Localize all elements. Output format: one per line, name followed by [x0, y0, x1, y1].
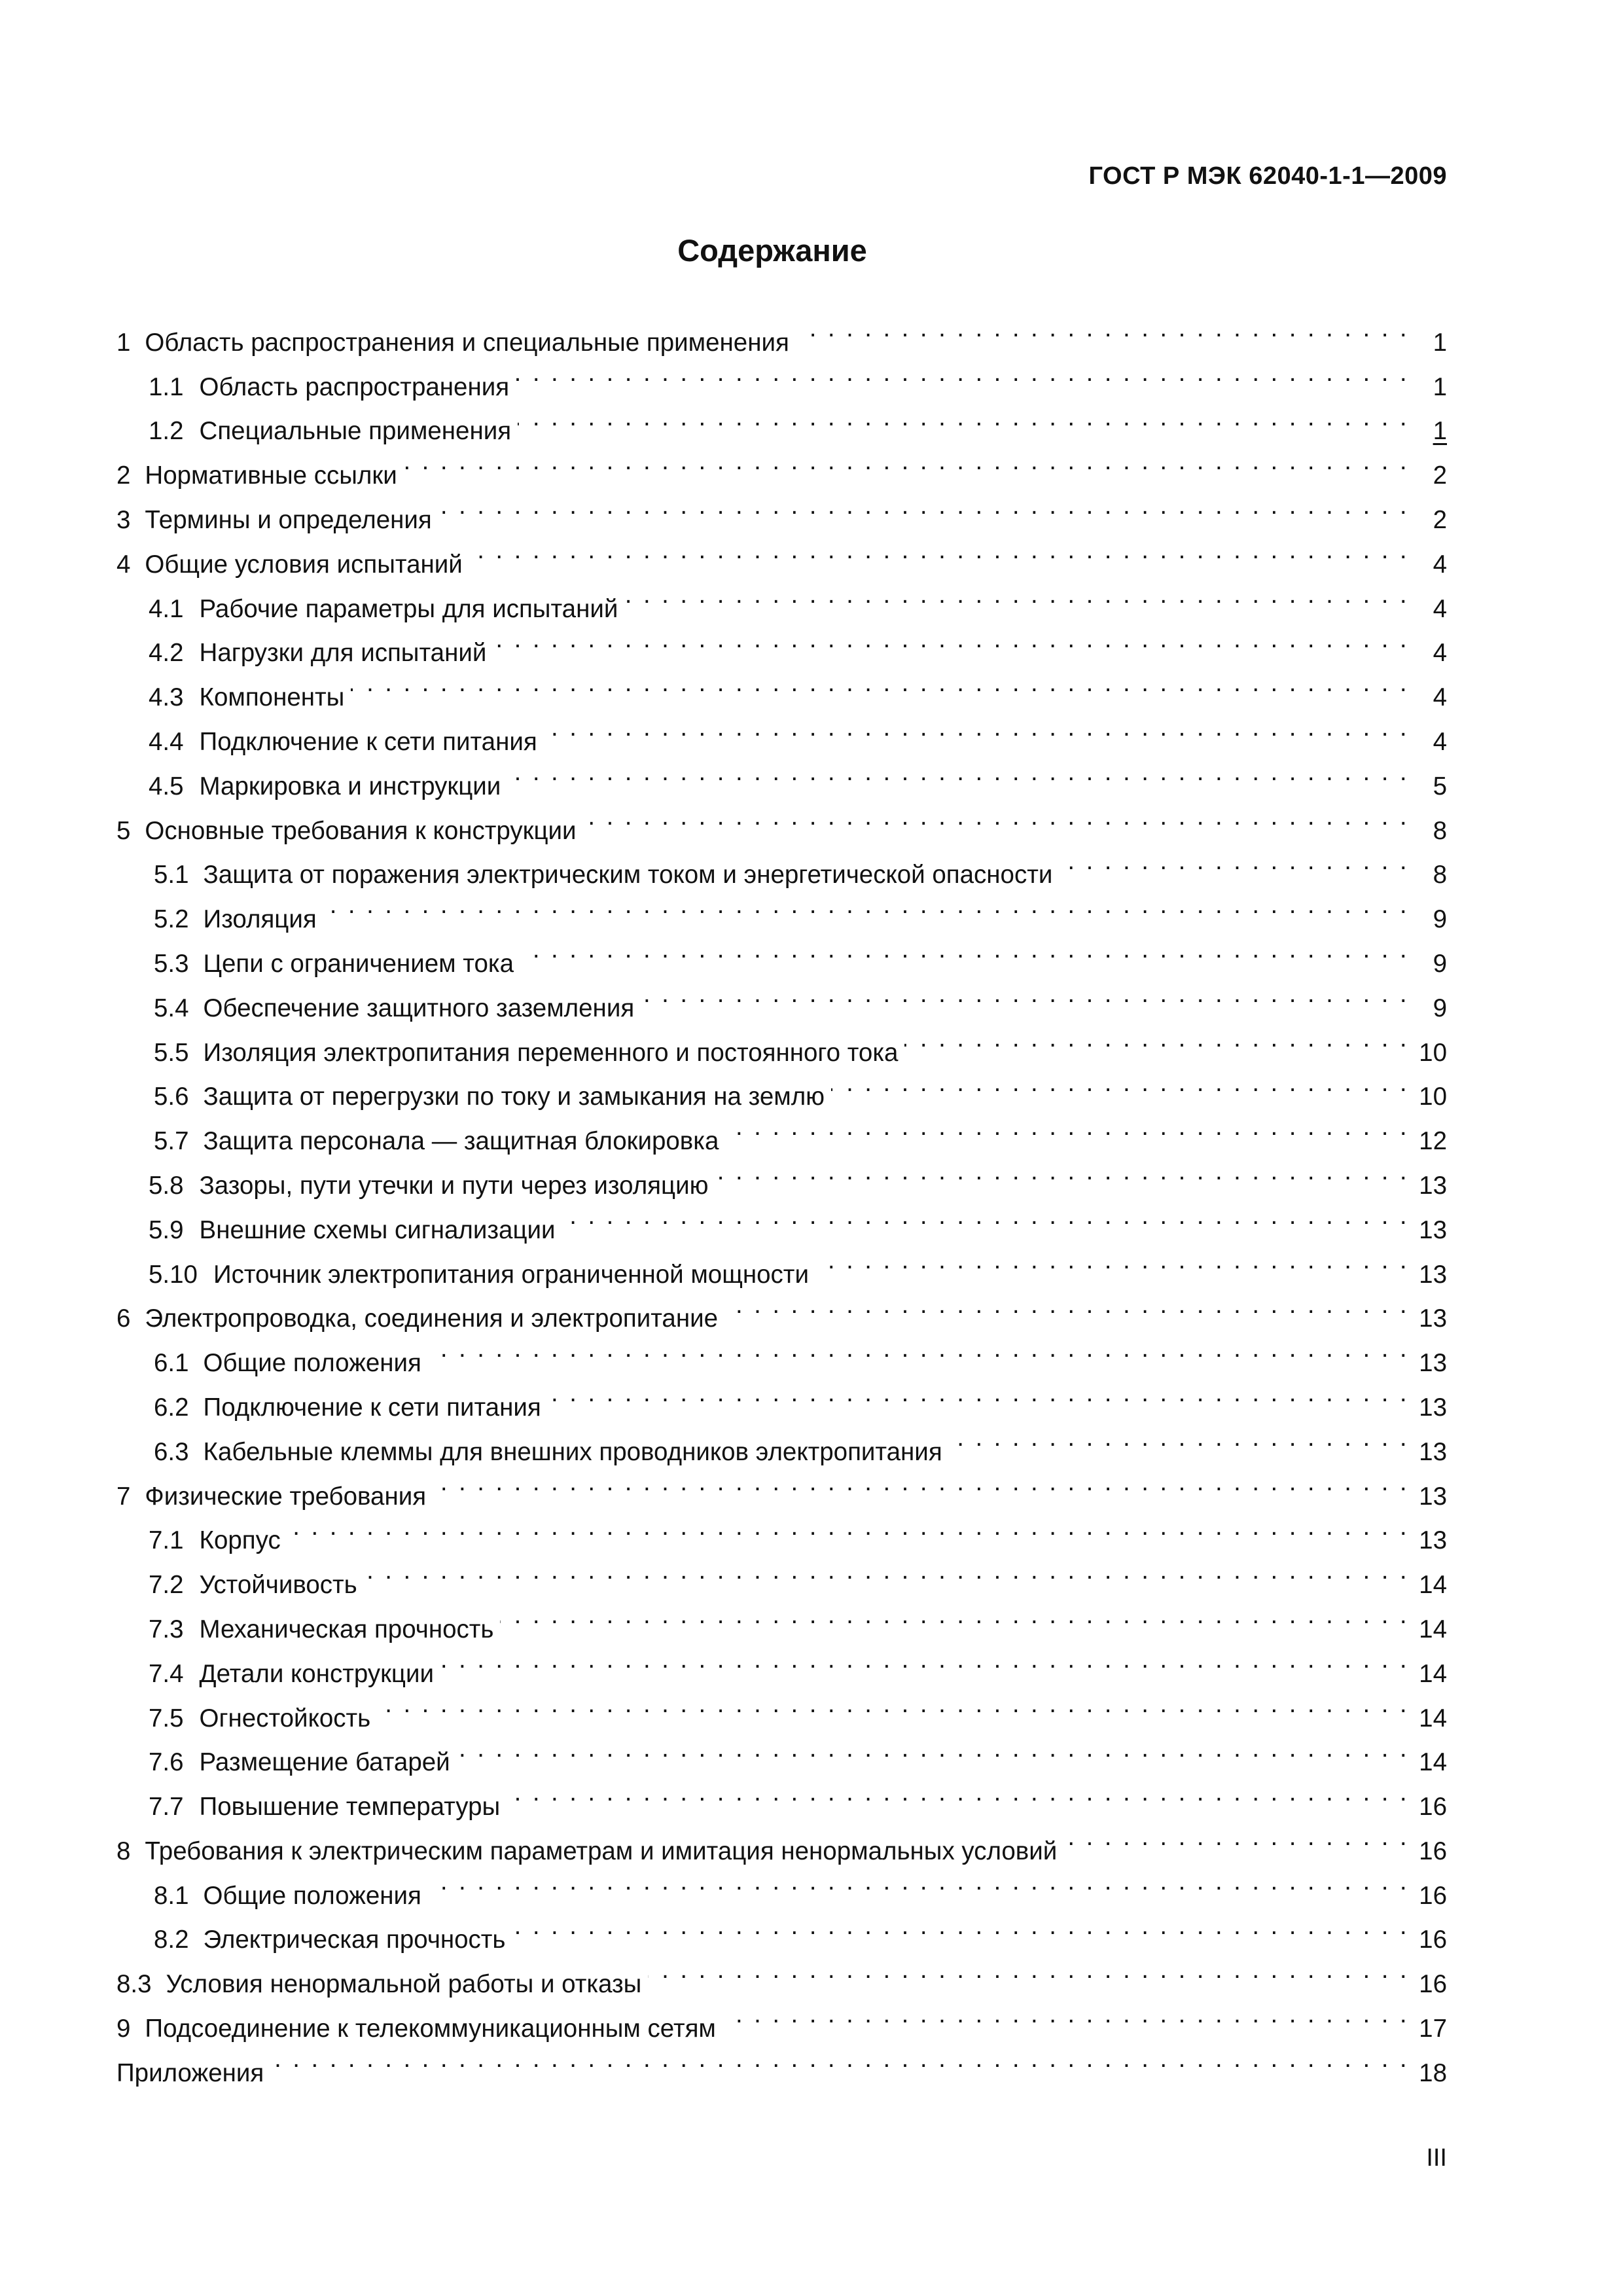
toc-entry-page: 13: [1419, 1526, 1447, 1555]
toc-dot-leader: [270, 2037, 1409, 2081]
toc-entry-number: 5.8: [149, 1171, 184, 1200]
toc-entry-page: 2: [1433, 505, 1447, 534]
toc-entry-title: Приложения: [116, 2058, 264, 2087]
toc-dot-leader: [364, 1549, 1409, 1593]
toc-dot-leader: [518, 395, 1409, 440]
toc-entry-title: Маркировка и инструкции: [199, 772, 501, 800]
toc-entry-number: 8: [116, 1837, 131, 1865]
toc-entry-number: 7.5: [149, 1704, 184, 1732]
toc-entry-number: 7.6: [149, 1748, 184, 1777]
toc-entry-number: 8.2: [154, 1926, 189, 1954]
toc-entry-title: Защита от перегрузки по току и замыкания на землю: [203, 1083, 825, 1111]
toc-entry-page: 1: [1433, 417, 1447, 446]
toc-entry-title: Размещение батарей: [199, 1748, 450, 1777]
toc-entry-page: 13: [1419, 1260, 1447, 1289]
toc-dot-leader: [949, 1416, 1409, 1460]
toc-entry-title: Защита от поражения электрическим током и энергетической опасности: [203, 861, 1053, 889]
toc-entry-page: 8: [1433, 816, 1447, 845]
toc-dot-leader: [648, 1948, 1409, 1992]
toc-entry-page: 16: [1419, 1837, 1447, 1865]
toc-entry-number: 8.3: [116, 1970, 152, 1999]
toc-entry-page: 10: [1419, 1083, 1447, 1111]
page-number: III: [1426, 2144, 1447, 2172]
toc-dot-leader: [904, 1016, 1409, 1061]
toc-entry-page: 16: [1419, 1970, 1447, 1999]
toc-entry-page: 9: [1433, 994, 1447, 1022]
toc-entry-number: 5: [116, 816, 131, 845]
toc-entry-page: 12: [1419, 1127, 1447, 1156]
toc-dot-leader: [641, 972, 1409, 1016]
toc-entry-title: Нагрузки для испытаний: [199, 639, 487, 668]
toc-entry-number: 1.1: [149, 372, 184, 401]
toc-entry[interactable]: [116, 306, 1447, 357]
toc-dot-leader: [722, 1992, 1409, 2037]
toc-entry-page: 17: [1419, 2015, 1447, 2043]
toc-dot-leader: [516, 351, 1409, 395]
toc-entry-number: 5.5: [154, 1038, 189, 1067]
toc-dot-leader: [583, 795, 1409, 839]
toc-entry-page: 14: [1419, 1748, 1447, 1777]
toc-entry-title: Основные требования к конструкции: [145, 816, 577, 845]
toc-entry-number: 4.3: [149, 683, 184, 712]
toc-entry-page: 13: [1419, 1437, 1447, 1466]
toc-dot-leader: [815, 1238, 1409, 1283]
toc-entry-page: 13: [1419, 1393, 1447, 1422]
toc-dot-leader: [507, 750, 1409, 795]
toc-entry-number: 6: [116, 1304, 131, 1333]
toc-entry-number: 4.2: [149, 639, 184, 668]
toc-entry-title: Область распространения: [199, 372, 510, 401]
toc-dot-leader: [831, 1061, 1409, 1105]
toc-entry-number: 7.7: [149, 1793, 184, 1821]
toc-entry-number: 4.5: [149, 772, 184, 800]
toc-entry-number: 7.2: [149, 1571, 184, 1600]
toc-entry-page: 4: [1433, 639, 1447, 668]
toc-entry-title: Электропроводка, соединения и электропитание: [145, 1304, 719, 1333]
toc-entry-title: Повышение температуры: [199, 1793, 501, 1821]
toc-dot-leader: [377, 1682, 1409, 1727]
toc-dot-leader: [1063, 1815, 1409, 1859]
toc-entry-number: 6.3: [154, 1437, 189, 1466]
toc-dot-leader: [512, 1904, 1410, 1948]
toc-entry-page: 14: [1419, 1659, 1447, 1688]
toc-entry-number: 5.6: [154, 1083, 189, 1111]
toc-dot-leader: [457, 1727, 1409, 1771]
toc-dot-leader: [724, 1283, 1409, 1327]
toc-dot-leader: [287, 1505, 1409, 1549]
toc-entry-title: Цепи с ограничением тока: [203, 949, 514, 978]
toc-entry-number: 3: [116, 505, 131, 534]
toc-entry-title: Общие положения: [203, 1881, 421, 1910]
toc-entry-number: 1.2: [149, 417, 184, 446]
toc-dot-leader: [520, 927, 1409, 972]
toc-entry-title: Огнестойкость: [199, 1704, 371, 1732]
toc-dot-leader: [548, 1371, 1409, 1416]
toc-entry-number: 6.1: [154, 1349, 189, 1378]
toc-entry-title: Требования к электрическим параметрам и имитация ненормальных условий: [145, 1837, 1058, 1865]
toc-dot-leader: [624, 573, 1409, 617]
toc-entry-number: 1: [116, 328, 131, 357]
toc-dot-leader: [500, 1593, 1409, 1638]
toc-title: Содержание: [677, 233, 867, 268]
toc-dot-leader: [469, 528, 1409, 573]
toc-entry-page: 16: [1419, 1793, 1447, 1821]
toc-entry-page: 14: [1419, 1615, 1447, 1643]
toc-entry-page: 1: [1433, 372, 1447, 401]
toc-entry-number: 5.9: [149, 1215, 184, 1244]
toc-dot-leader: [438, 484, 1409, 528]
toc-entry-title: Устойчивость: [199, 1571, 357, 1600]
toc-entry-number: 5.3: [154, 949, 189, 978]
toc-entry-title: Детали конструкции: [199, 1659, 434, 1688]
toc-entry-number: 4: [116, 550, 131, 579]
toc-entry-number: 8.1: [154, 1881, 189, 1910]
toc-entry-title: Подключение к сети питания: [199, 727, 537, 756]
toc-entry-number: 5.2: [154, 905, 189, 934]
toc-entry-number: 5.10: [149, 1260, 198, 1289]
toc-entry-page: 4: [1433, 727, 1447, 756]
toc-entry-number: 6.2: [154, 1393, 189, 1422]
toc-entry-page: 13: [1419, 1482, 1447, 1511]
toc-entry-number: 2: [116, 461, 131, 490]
toc-entry-title: Условия ненормальной работы и отказы: [166, 1970, 642, 1999]
toc-entry-page: 9: [1433, 949, 1447, 978]
toc-entry-page: 18: [1419, 2058, 1447, 2087]
toc-entry-number: 5.4: [154, 994, 189, 1022]
toc-dot-leader: [562, 1194, 1409, 1238]
toc-entry-title: Подключение к сети питания: [203, 1393, 541, 1422]
toc-entry-title: Корпус: [199, 1526, 281, 1555]
toc-entry-number: 9: [116, 2015, 131, 2043]
toc-entry-number: 5.1: [154, 861, 189, 889]
toc-entry-title: Обеспечение защитного заземления: [203, 994, 635, 1022]
toc-entry-page: 9: [1433, 905, 1447, 934]
toc-entry-number: 4.4: [149, 727, 184, 756]
toc-entry-page: 2: [1433, 461, 1447, 490]
toc-dot-leader: [715, 1149, 1409, 1194]
toc-entry-page: 1: [1433, 328, 1447, 357]
toc-dot-leader: [493, 617, 1409, 662]
toc-entry-page: 5: [1433, 772, 1447, 800]
toc-entry-number: 7.1: [149, 1526, 184, 1555]
standard-designation: ГОСТ Р МЭК 62040-1-1—2009: [1088, 162, 1447, 190]
toc-entry-page: 16: [1419, 1926, 1447, 1954]
toc-entry-page: 4: [1433, 683, 1447, 712]
toc-dot-leader: [725, 1105, 1409, 1149]
toc-entry-number: 7: [116, 1482, 131, 1511]
toc-dot-leader: [440, 1638, 1409, 1682]
toc-entry-number: 4.1: [149, 594, 184, 623]
toc-dot-leader: [1059, 839, 1409, 884]
toc-entry-title: Электрическая прочность: [203, 1926, 506, 1954]
toc-dot-leader: [428, 1327, 1409, 1371]
toc-entry-title: Физические требования: [145, 1482, 427, 1511]
toc-entry-page: 13: [1419, 1215, 1447, 1244]
toc-entry-title: Общие условия испытаний: [145, 550, 463, 579]
toc-entry[interactable]: [116, 2037, 1447, 2087]
toc-entry-page: 13: [1419, 1171, 1447, 1200]
toc-dot-leader: [796, 306, 1409, 351]
toc-entry-title: Рабочие параметры для испытаний: [199, 594, 618, 623]
toc-entry-page: 4: [1433, 594, 1447, 623]
toc-entry-title: Нормативные ссылки: [145, 461, 397, 490]
toc-dot-leader: [433, 1460, 1409, 1505]
toc-entry-title: Внешние схемы сигнализации: [199, 1215, 556, 1244]
toc-entry-title: Изоляция электропитания переменного и постоянного тока: [203, 1038, 899, 1067]
toc-entry-title: Компоненты: [199, 683, 345, 712]
toc-entry-title: Источник электропитания ограниченной мощности: [213, 1260, 809, 1289]
toc-entry-page: 14: [1419, 1571, 1447, 1600]
toc-entry-title: Область распространения и специальные применения: [145, 328, 789, 357]
toc-dot-leader: [351, 661, 1409, 706]
toc-entry-title: Подсоединение к телекоммуникационным сетям: [145, 2015, 716, 2043]
toc-entry-page: 4: [1433, 550, 1447, 579]
toc-entry-page: 14: [1419, 1704, 1447, 1732]
toc-entry-number: 7.3: [149, 1615, 184, 1643]
toc-entry-page: 10: [1419, 1038, 1447, 1067]
toc-entry-title: Общие положения: [203, 1349, 421, 1378]
toc-entry-title: Изоляция: [203, 905, 317, 934]
toc-dot-leader: [404, 439, 1409, 484]
toc-dot-leader: [544, 706, 1409, 750]
toc-entry-title: Зазоры, пути утечки и пути через изоляцию: [199, 1171, 709, 1200]
toc-entry-page: 13: [1419, 1304, 1447, 1333]
toc-entry-title: Защита персонала — защитная блокировка: [203, 1127, 719, 1156]
table-of-contents: [116, 306, 1447, 2087]
toc-entry-page: 16: [1419, 1881, 1447, 1910]
toc-entry-title: Кабельные клеммы для внешних проводников электропитания: [203, 1437, 942, 1466]
toc-entry[interactable]: [116, 1549, 1447, 1600]
toc-dot-leader: [507, 1770, 1409, 1815]
toc-dot-leader: [323, 883, 1409, 927]
toc-entry-title: Термины и определения: [145, 505, 432, 534]
toc-entry-page: 8: [1433, 861, 1447, 889]
toc-entry-title: Механическая прочность: [199, 1615, 494, 1643]
toc-entry-title: Специальные применения: [199, 417, 512, 446]
toc-dot-leader: [428, 1859, 1409, 1904]
toc-entry-page: 13: [1419, 1349, 1447, 1378]
toc-entry[interactable]: [116, 1505, 1447, 1555]
toc-entry-number: 5.7: [154, 1127, 189, 1156]
toc-entry-number: 7.4: [149, 1659, 184, 1688]
